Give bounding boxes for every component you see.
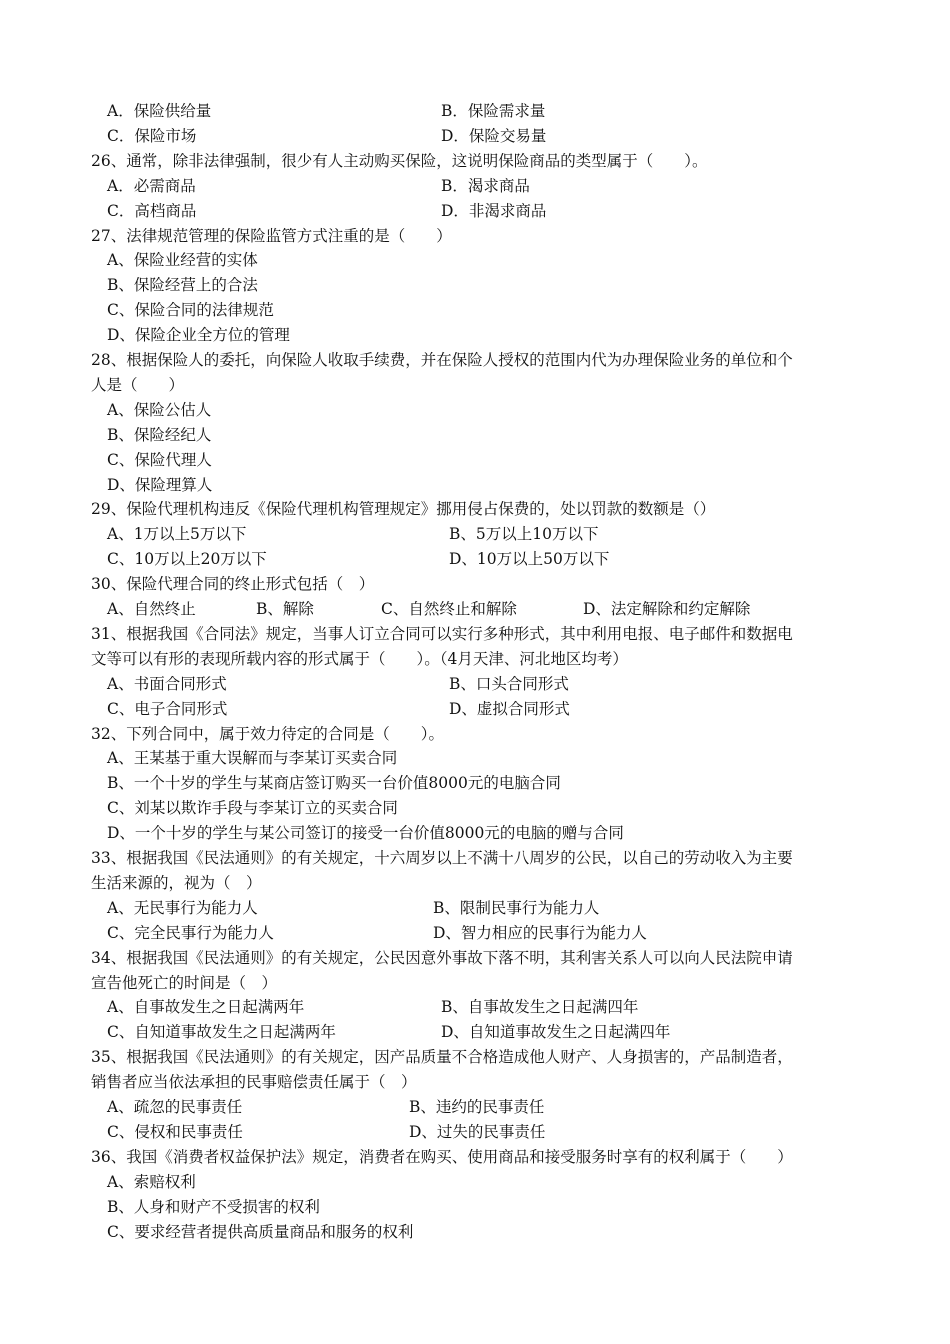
option-text: C、保险代理人 bbox=[107, 450, 212, 469]
option-text: A、书面合同形式 bbox=[107, 674, 227, 693]
option-text: D．非渴求商品 bbox=[441, 201, 547, 220]
option-text: C、电子合同形式 bbox=[107, 699, 228, 718]
option-text: B、自事故发生之日起满四年 bbox=[441, 998, 639, 1017]
option-text: D．保险交易量 bbox=[441, 126, 547, 145]
option-text: D、保险理算人 bbox=[107, 475, 213, 494]
question-text: 生活来源的，视为（ ） bbox=[91, 873, 262, 892]
question-text: 28、根据保险人的委托，向保险人收取手续费，并在保险人授权的范围内代为办理保险业务的单位和个 bbox=[91, 351, 793, 369]
option-text: C、刘某以欺诈手段与李某订立的买卖合同 bbox=[107, 799, 398, 818]
option-text: C、侵权和民事责任 bbox=[107, 1122, 243, 1141]
option-text: A、保险公估人 bbox=[107, 400, 212, 419]
option-text: A．必需商品 bbox=[107, 176, 196, 195]
option-text: B．渴求商品 bbox=[441, 176, 530, 195]
option-text: B、保险经纪人 bbox=[107, 425, 212, 444]
question-text: 29、保险代理机构违反《保险代理机构管理规定》挪用侵占保费的，处以罚款的数额是（） bbox=[91, 500, 716, 519]
option-text: B、人身和财产不受损害的权利 bbox=[107, 1197, 320, 1216]
option-text: A、自然终止 bbox=[107, 600, 196, 618]
question-text: 人是（ ） bbox=[91, 375, 185, 394]
option-text: A、疏忽的民事责任 bbox=[107, 1098, 243, 1116]
question-text: 30、保险代理合同的终止形式包括（ ） bbox=[91, 575, 375, 594]
question-text: 31、根据我国《合同法》规定，当事人订立合同可以实行多种形式，其中利用电报、电子邮件和数据电 bbox=[91, 624, 793, 643]
option-text: C、自然终止和解除 bbox=[381, 600, 517, 618]
option-text: C、10万以上20万以下 bbox=[107, 550, 267, 569]
option-text: A、王某基于重大误解而与李某订买卖合同 bbox=[107, 749, 398, 768]
question-text: 36、我国《消费者权益保护法》规定，消费者在购买、使用商品和接受服务时享有的权利属于（ ） bbox=[91, 1147, 793, 1166]
question-text: 33、根据我国《民法通则》的有关规定，十六周岁以上不满十八周岁的公民，以自己的劳动收入为主要 bbox=[91, 849, 793, 867]
option-text: C、要求经营者提供高质量商品和服务的权利 bbox=[107, 1222, 414, 1241]
option-text: C、完全民事行为能力人 bbox=[107, 923, 274, 942]
question-text: 32、下列合同中，属于效力待定的合同是（ ）。 bbox=[91, 724, 444, 743]
option-text: D、过失的民事责任 bbox=[409, 1122, 546, 1141]
option-text: A、自事故发生之日起满两年 bbox=[107, 998, 305, 1017]
option-text: D、一个十岁的学生与某公司签订的接受一台价值8000元的电脑的赠与合同 bbox=[107, 824, 624, 843]
option-text: B、一个十岁的学生与某商店签订购买一台价值8000元的电脑合同 bbox=[107, 774, 561, 793]
option-text: D、10万以上50万以下 bbox=[449, 550, 610, 569]
question-text: 35、根据我国《民法通则》的有关规定，因产品质量不合格造成他人财产、人身损害的，产品制造者， bbox=[91, 1048, 793, 1067]
option-text: A、1万以上5万以下 bbox=[107, 525, 247, 544]
option-text: D、保险企业全方位的管理 bbox=[107, 326, 290, 345]
option-text: B、解除 bbox=[256, 600, 314, 618]
option-text: D、智力相应的民事行为能力人 bbox=[433, 923, 647, 942]
option-text: B、保险经营上的合法 bbox=[107, 276, 258, 295]
option-text: C、自知道事故发生之日起满两年 bbox=[107, 1023, 336, 1042]
option-text: B、限制民事行为能力人 bbox=[433, 898, 600, 917]
question-text: 销售者应当依法承担的民事赔偿责任属于（ ） bbox=[91, 1073, 417, 1092]
option-text: A、无民事行为能力人 bbox=[107, 898, 258, 917]
option-text: A、保险业经营的实体 bbox=[107, 251, 258, 270]
option-text: A．保险供给量 bbox=[107, 102, 212, 120]
question-text: 文等可以有形的表现所载内容的形式属于（ ）。（4月天津、河北地区均考） bbox=[91, 649, 628, 668]
option-text: D、虚拟合同形式 bbox=[449, 699, 570, 718]
question-text: 34、根据我国《民法通则》的有关规定，公民因意外事故下落不明，其利害关系人可以向人民法院申请 bbox=[91, 948, 793, 967]
option-text: B．保险需求量 bbox=[441, 102, 546, 120]
question-text: 宣告他死亡的时间是（ ） bbox=[91, 973, 278, 992]
option-text: B、口头合同形式 bbox=[449, 674, 569, 693]
option-text: C、保险合同的法律规范 bbox=[107, 301, 274, 320]
option-text: B、5万以上10万以下 bbox=[449, 525, 599, 544]
question-text: 27、法律规范管理的保险监管方式注重的是（ ） bbox=[91, 226, 452, 245]
option-text: C．高档商品 bbox=[107, 201, 197, 220]
option-text: A、索赔权利 bbox=[107, 1172, 196, 1191]
option-text: D、法定解除和约定解除 bbox=[583, 600, 751, 618]
question-text: 26、通常，除非法律强制，很少有人主动购买保险，这说明保险商品的类型属于（ ）。 bbox=[91, 151, 708, 170]
option-text: D、自知道事故发生之日起满四年 bbox=[441, 1023, 671, 1042]
option-text: C．保险市场 bbox=[107, 126, 197, 145]
option-text: B、违约的民事责任 bbox=[409, 1098, 545, 1116]
